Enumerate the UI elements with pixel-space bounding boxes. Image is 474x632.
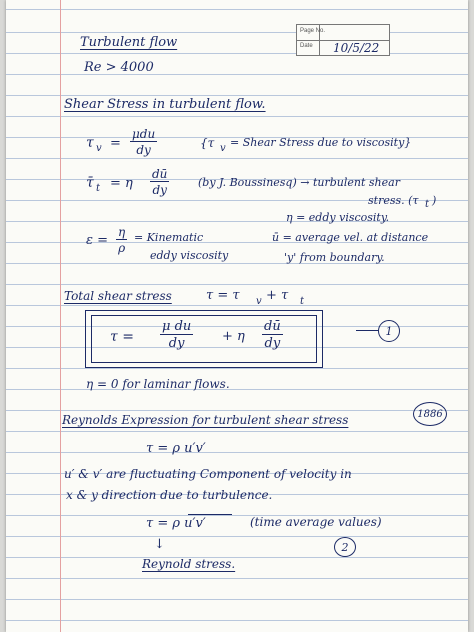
box-numerator-1: μ du [162,319,192,334]
epsilon-lhs: ε = [86,233,109,248]
box-fraction-2 [262,320,283,350]
fluctuation-line-2: x & y direction due to turbulence. [66,488,273,502]
tau-v-note-open: {τ [200,136,215,150]
year-tag [413,402,447,426]
average-equation: τ = ρ u′v′ [146,516,206,531]
tau-v-numerator: μdu [132,127,156,141]
tau-v-symbol: τ [86,135,94,151]
reynold-stress-label: Reynold stress. [142,557,236,571]
tau-v-note-subscript: v [220,143,226,154]
tau-v-denominator: dy [136,143,151,157]
epsilon-fraction [116,226,127,254]
date-label: Date [300,43,313,49]
box-tau: τ = [110,329,134,345]
total-plus: + τ [266,288,289,303]
epsilon-numerator: η [118,225,126,239]
boussinesq-note: (by J. Boussinesq) → turbulent shear [198,176,400,189]
total-sub-v: v [256,296,262,307]
page-date-box [296,24,390,56]
tau-t-symbol: τ̄ [86,175,94,191]
tau-v-equals: = [110,136,121,151]
reynolds-heading: Reynolds Expression for turbulent shear stress [62,413,349,427]
year-value: 1886 [417,408,443,420]
box-plus-eta: + η [222,329,245,344]
turbulent-stress-note: stress. (τ [368,194,419,207]
laminar-note: η = 0 for laminar flows. [86,377,230,391]
page-no-label: Page No. [300,28,326,34]
time-average-note: (time average values) [250,515,382,529]
turbulent-stress-close: ) [432,194,437,207]
eq1-leader-line [356,330,378,331]
box-denominator-2: dy [264,336,281,351]
total-shear-label: Total shear stress [64,289,172,303]
shear-stress-heading: Shear Stress in turbulent flow. [64,97,266,112]
ubar-definition: ū = average vel. at distance [272,231,429,244]
ubar-definition-cont: 'y' from boundary. [284,251,385,264]
reynolds-number-condition: Re > 4000 [84,60,154,75]
fluctuation-line-1: u′ & v′ are fluctuating Component of velocity in [64,467,352,481]
margin-line [60,0,61,632]
total-shear-equation: τ = τ [206,288,240,303]
reynolds-equation: τ = ρ u′v′ [146,441,206,456]
overline [188,514,232,515]
box-denominator-1: dy [168,336,185,351]
tau-v-subscript: v [96,143,102,154]
title: Turbulent flow [80,35,178,50]
box-fraction-1 [160,320,193,350]
tau-t-fraction [150,168,169,196]
eddy-viscosity-definition: η = eddy viscosity. [286,211,390,224]
turbulent-stress-subscript: t [425,199,430,210]
total-sub-t: t [300,296,305,307]
equation-1-tag [378,320,400,342]
tau-t-denominator: dy [152,183,167,197]
tau-t-numerator: dū [152,167,168,181]
equation-2-tag [334,537,356,557]
tau-t-subscript: t [96,183,101,194]
date-value: 10/5/22 [333,41,380,55]
equation-2-number: 2 [341,540,349,554]
tau-v-fraction [130,128,157,156]
equation-1-number: 1 [385,324,393,338]
tau-v-note: = Shear Stress due to viscosity} [230,136,412,149]
epsilon-denominator: ρ [118,241,126,255]
box-numerator-2: dū [264,319,281,334]
tau-t-equals: = η [110,176,133,191]
down-arrow: ↓ [154,537,165,552]
eddy-viscosity-label: eddy viscosity [150,249,229,262]
kinematic-label: = Kinematic [134,231,204,244]
